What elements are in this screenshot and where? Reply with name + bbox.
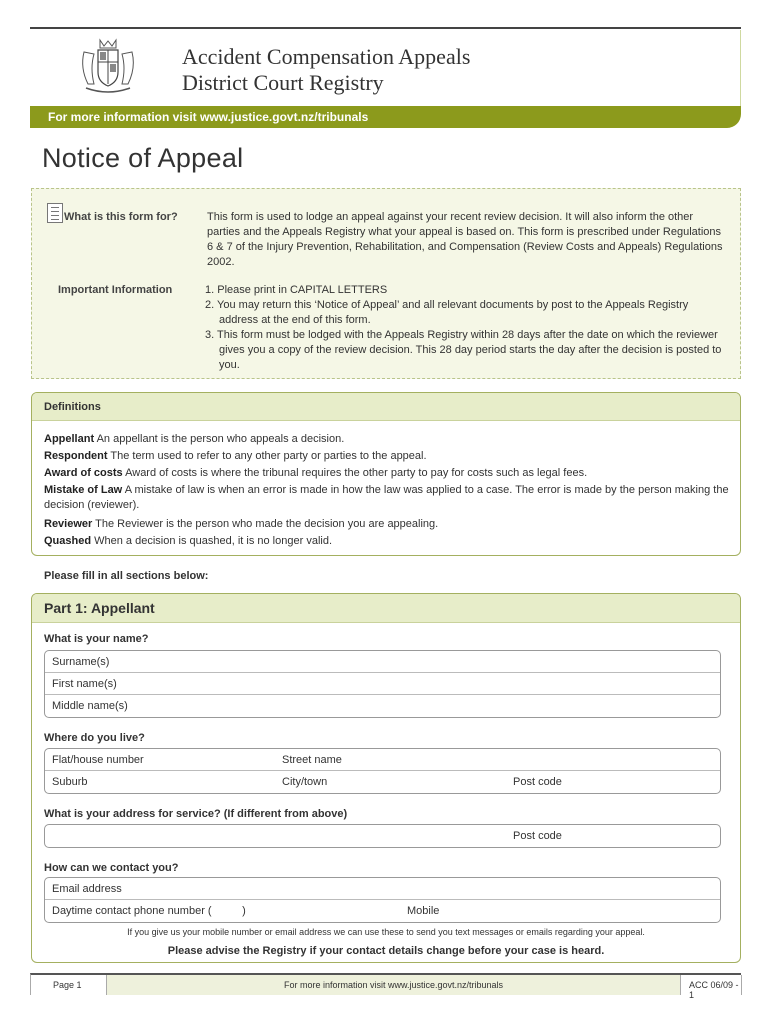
definitions-box	[31, 392, 741, 556]
address-row-1[interactable]	[45, 749, 720, 771]
definition-term: Reviewer	[44, 518, 93, 530]
definition-quashed	[44, 534, 734, 549]
middle-name-label: Middle name(s)	[52, 700, 128, 712]
service-row[interactable]	[45, 825, 720, 847]
part1-appellant	[31, 593, 741, 963]
first-name-field[interactable]	[45, 673, 720, 695]
city-label: City/town	[282, 776, 328, 788]
definition-term: Appellant	[44, 433, 95, 445]
contact-fields	[44, 877, 721, 923]
definition-term: Quashed	[44, 535, 92, 547]
important-item-1: 1. Please print in CAPITAL LETTERS	[205, 284, 388, 296]
info-banner: For more information visit www.justice.govt.nz/tribunals	[30, 106, 741, 128]
form-info-box	[31, 188, 741, 379]
footer-info: For more information visit www.justice.govt.nz/tribunals	[107, 975, 680, 995]
important-item-3: 3. This form must be lodged with the Appeals Registry within 28 days after the date on which the reviewer gives you a copy of the review decision. This 28 day period starts the day after the decision is posted to you.	[205, 329, 722, 371]
part1-heading: Part 1: Appellant	[32, 594, 740, 623]
definitions-heading: Definitions	[32, 393, 740, 421]
email-field[interactable]	[45, 878, 720, 900]
surname-label: Surname(s)	[52, 656, 110, 668]
important-label: Important Information	[58, 284, 173, 296]
org-line-2: District Court Registry	[182, 70, 384, 95]
street-label: Street name	[282, 754, 342, 766]
definition-reviewer	[44, 517, 734, 532]
middle-name-field[interactable]	[45, 695, 720, 717]
phone-label: Daytime contact phone number ( )	[52, 905, 246, 917]
contact-note: If you give us your mobile number or email address we can use these to send you text messages or emails regarding your appeal.	[127, 927, 645, 937]
what-text: This form is used to lodge an appeal against your recent review decision. It will also inform the other parties and the Appeals Registry what your appeal is based on. This form is prescribed under Regulations 6 & 7 of the Injury Prevention, Rehabilitation, and Compensation (Review Costs and Appeals) Regulations 2002.	[207, 211, 723, 268]
definition-term: Award of costs	[44, 467, 123, 479]
definition-appellant	[44, 432, 734, 447]
definition-mistake-of-law	[44, 483, 734, 513]
first-name-label: First name(s)	[52, 678, 117, 690]
mobile-label: Mobile	[407, 905, 440, 917]
service-address-field[interactable]	[44, 824, 721, 848]
definition-text: The Reviewer is the person who made the decision you are appealing.	[95, 518, 439, 530]
top-rule	[30, 27, 741, 29]
definition-respondent	[44, 449, 734, 464]
footer	[30, 973, 741, 1000]
document-icon	[47, 203, 63, 223]
suburb-label: Suburb	[52, 776, 88, 788]
email-label: Email address	[52, 883, 122, 895]
surname-field[interactable]	[45, 651, 720, 673]
org-line-1: Accident Compensation Appeals	[182, 44, 471, 69]
phone-field[interactable]	[45, 900, 720, 922]
fill-all-instruction: Please fill in all sections below:	[44, 570, 209, 582]
definition-term: Respondent	[44, 450, 108, 462]
question-contact: How can we contact you?	[44, 862, 179, 874]
question-name: What is your name?	[44, 633, 149, 645]
page-title: Notice of Appeal	[42, 143, 244, 173]
definition-text: Award of costs is where the tribunal requires the other party to pay for costs such as legal fees.	[125, 467, 588, 479]
definition-text: When a decision is quashed, it is no longer valid.	[94, 535, 332, 547]
form-code: ACC 06/09 - 1	[680, 975, 742, 995]
postcode-label: Post code	[513, 776, 562, 788]
definition-text: An appellant is the person who appeals a decision.	[96, 433, 345, 445]
definition-term: Mistake of Law	[44, 484, 123, 496]
page-number: Page 1	[31, 975, 107, 995]
definition-text: The term used to refer to any other party or parties to the appeal.	[110, 450, 427, 462]
definition-award-of-costs	[44, 466, 734, 481]
what-label: What is this form for?	[64, 211, 178, 223]
question-live: Where do you live?	[44, 732, 145, 744]
flat-label: Flat/house number	[52, 754, 144, 766]
service-postcode-label: Post code	[513, 830, 562, 842]
address-fields	[44, 748, 721, 794]
header	[30, 30, 741, 106]
address-row-2[interactable]	[45, 771, 720, 793]
definition-text: A mistake of law is when an error is made in how the law was applied to a case. The error is made by the person making the decision (reviewer).	[44, 484, 729, 511]
question-service: What is your address for service? (If different from above)	[44, 808, 348, 820]
name-fields	[44, 650, 721, 718]
advise-registry: Please advise the Registry if your contact details change before your case is heard.	[167, 945, 605, 957]
organisation-name	[182, 44, 470, 96]
coat-of-arms-icon	[78, 38, 138, 96]
important-item-2: 2. You may return this ‘Notice of Appeal’ and all relevant documents by post to the Appeals Registry address at the end of this form.	[205, 299, 689, 326]
